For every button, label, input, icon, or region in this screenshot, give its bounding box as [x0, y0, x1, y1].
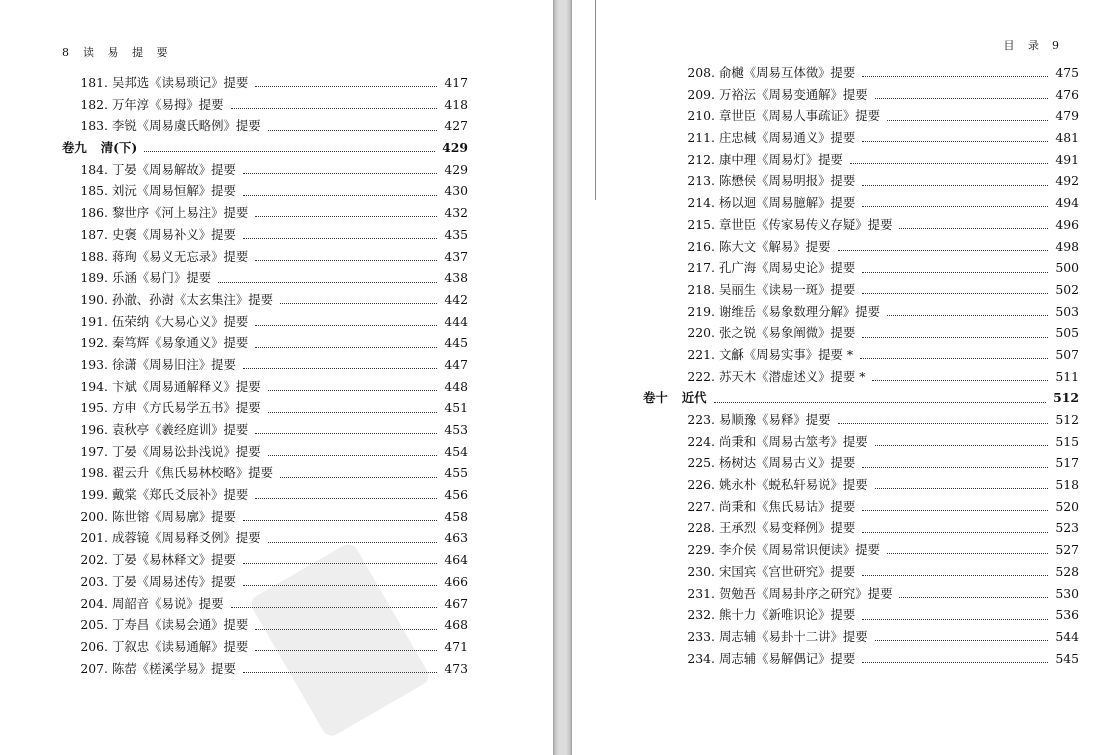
- toc-entry-number: 233.: [687, 628, 715, 644]
- toc-entry-number: 卷十: [643, 390, 668, 406]
- toc-page-number: 511: [1055, 368, 1079, 384]
- toc-page-number: 454: [444, 443, 468, 459]
- toc-page-number: 429: [442, 140, 468, 156]
- dot-leader: [218, 280, 437, 283]
- dot-leader: [887, 313, 1048, 316]
- toc-entry-number: 185.: [80, 183, 108, 199]
- toc-entry: [62, 420, 468, 442]
- toc-page-number: 445: [444, 335, 468, 351]
- toc-entry-title: 史褒《周易补义》提要: [112, 226, 236, 242]
- toc-entry: [669, 193, 1079, 215]
- toc-page-number: 527: [1055, 542, 1079, 558]
- toc-entry: [62, 377, 468, 399]
- toc-entry-title: 乐涵《易门》提要: [112, 270, 212, 286]
- dot-leader: [862, 139, 1048, 142]
- toc-entry-title: 丁晏《周易讼卦浅说》提要: [112, 443, 261, 459]
- toc-page-number: 442: [444, 291, 468, 307]
- toc-entry: [62, 463, 468, 485]
- toc-page-number: 530: [1055, 585, 1079, 601]
- toc-page-number: 515: [1055, 433, 1079, 449]
- toc-entry-title: 孙澈、孙澍《太玄集注》提要: [112, 291, 274, 307]
- dot-leader: [862, 617, 1048, 620]
- toc-entry-title: 秦笃辉《易象通义》提要: [112, 335, 249, 351]
- toc-entry-title: 丁寿昌《读易会通》提要: [112, 617, 249, 633]
- toc-entry: [669, 171, 1079, 193]
- toc-entry-title: 成蓉镜《周易释爻例》提要: [112, 530, 261, 546]
- toc-page-number: 494: [1055, 195, 1079, 211]
- dot-leader: [875, 638, 1049, 641]
- toc-chapter-heading: [62, 138, 468, 160]
- dot-leader: [850, 161, 1048, 164]
- dot-leader: [862, 573, 1048, 576]
- toc-entry-title: 黎世序《河上易注》提要: [112, 205, 249, 221]
- toc-entry-title: 万年淳《易拇》提要: [112, 96, 224, 112]
- toc-entry-title: 张之锐《易象阐微》提要: [719, 325, 856, 341]
- toc-page-number: 479: [1055, 108, 1079, 124]
- toc-entry-title: 孔广海《周易史论》提要: [719, 260, 856, 276]
- toc-page-number: 518: [1055, 477, 1079, 493]
- toc-page-number: 500: [1055, 260, 1079, 276]
- toc-page-number: 536: [1055, 607, 1079, 623]
- toc-entry: [62, 203, 468, 225]
- dot-leader: [862, 508, 1048, 511]
- right-page: [572, 0, 1117, 755]
- dot-leader: [268, 128, 438, 131]
- toc-entry: [669, 605, 1079, 627]
- toc-entry: [669, 85, 1079, 107]
- dot-leader: [243, 236, 437, 239]
- toc-entry: [669, 627, 1079, 649]
- toc-page-number: 502: [1055, 281, 1079, 297]
- toc-entry-title: 近代: [681, 390, 707, 406]
- toc-entry-title: 蒋珣《易义无忘录》提要: [112, 248, 249, 264]
- dot-leader: [875, 486, 1049, 489]
- toc-entry-title: 尚秉和《周易古筮考》提要: [719, 433, 868, 449]
- toc-entry-title: 伍荣纳《大易心义》提要: [112, 313, 249, 329]
- toc-entry: [62, 442, 468, 464]
- toc-entry-title: 王承烈《易变释例》提要: [719, 520, 856, 536]
- toc-page-number: 507: [1055, 346, 1079, 362]
- left-page: [0, 0, 553, 755]
- toc-page-number: 545: [1055, 650, 1079, 666]
- toc-entry-number: 192.: [80, 335, 108, 351]
- dot-leader: [887, 118, 1048, 121]
- toc-page-number: 496: [1055, 216, 1079, 232]
- toc-entry-number: 218.: [687, 281, 715, 297]
- toc-entry-number: 222.: [687, 368, 715, 384]
- toc-entry-number: 215.: [687, 216, 715, 232]
- dot-leader: [838, 421, 1049, 424]
- toc-entry-title: 李锐《周易虞氏略例》提要: [112, 118, 261, 134]
- dot-leader: [862, 660, 1048, 663]
- toc-entry-number: 184.: [80, 161, 108, 177]
- toc-entry: [669, 649, 1079, 671]
- section-title: 目 录: [1003, 39, 1044, 52]
- page-number: 9: [1052, 39, 1059, 52]
- toc-entry-number: 231.: [687, 585, 715, 601]
- toc-entry-title: 杨以迴《周易臆解》提要: [719, 195, 856, 211]
- toc-entry-number: 183.: [80, 118, 108, 134]
- dot-leader: [714, 400, 1047, 403]
- toc-entry: [669, 323, 1079, 345]
- toc-page-number: 458: [444, 508, 468, 524]
- dot-leader: [872, 378, 1048, 381]
- toc-page-number: 505: [1055, 325, 1079, 341]
- toc-entry-number: 227.: [687, 498, 715, 514]
- toc-page-number: 520: [1055, 498, 1079, 514]
- toc-entry-number: 198.: [80, 465, 108, 481]
- toc-entry-number: 201.: [80, 530, 108, 546]
- toc-page-number: 444: [444, 313, 468, 329]
- toc-entry-title: 谢维岳《易象数理分解》提要: [719, 303, 881, 319]
- dot-leader: [862, 74, 1048, 77]
- toc-page-number: 528: [1055, 563, 1079, 579]
- toc-page-number: 468: [444, 617, 468, 633]
- toc-entry-number: 188.: [80, 248, 108, 264]
- toc-entry-number: 210.: [687, 108, 715, 124]
- toc-list-right: [643, 63, 1079, 670]
- toc-entry: [62, 355, 468, 377]
- toc-entry-title: 庄忠棫《周易通义》提要: [719, 130, 856, 146]
- toc-entry-title: 章世臣《传家易传义存疑》提要: [719, 216, 893, 232]
- toc-entry-title: 吴邦选《读易琐记》提要: [112, 75, 249, 90]
- toc-entry-number: 186.: [80, 205, 108, 221]
- toc-entry-title: 丁晏《易林释文》提要: [112, 552, 236, 568]
- book-title: 读 易 提 要: [83, 46, 173, 59]
- toc-page-number: 491: [1055, 151, 1079, 167]
- toc-entry-number: 223.: [687, 412, 715, 427]
- toc-entry-number: 202.: [80, 552, 108, 568]
- toc-entry-title: 清(下): [100, 140, 138, 156]
- toc-entry: [669, 453, 1079, 475]
- toc-page-number: 418: [444, 96, 468, 112]
- toc-entry: [669, 345, 1079, 367]
- toc-entry-title: 周志辅《易卦十二讲》提要: [719, 628, 868, 644]
- toc-entry-title: 贺勉吾《周易卦序之研究》提要: [719, 585, 893, 601]
- running-header-left: [62, 44, 173, 60]
- toc-entry-number: 190.: [80, 291, 108, 307]
- dot-leader: [862, 465, 1048, 468]
- toc-entry-title: 文龢《周易实事》提要 *: [719, 346, 854, 362]
- toc-page-number: 430: [444, 183, 468, 199]
- toc-entry-title: 丁晏《周易述传》提要: [112, 573, 236, 589]
- toc-entry-title: 章世臣《周易人事疏证》提要: [719, 108, 881, 124]
- toc-page-number: 464: [444, 552, 468, 568]
- toc-entry-number: 182.: [80, 96, 108, 112]
- dot-leader: [875, 96, 1049, 99]
- toc-entry-number: 211.: [687, 130, 715, 146]
- toc-entry: [669, 63, 1079, 85]
- toc-page-number: 447: [444, 356, 468, 372]
- toc-entry-number: 225.: [687, 455, 715, 471]
- toc-entry-number: 224.: [687, 433, 715, 449]
- toc-entry: [669, 518, 1079, 540]
- toc-entry: [669, 475, 1079, 497]
- toc-entry-number: 189.: [80, 270, 108, 286]
- toc-page-number: 503: [1055, 303, 1079, 319]
- toc-entry-title: 万裕沄《周易变通解》提要: [719, 86, 868, 102]
- dot-leader: [243, 518, 437, 521]
- toc-page-number: 512: [1053, 390, 1079, 406]
- toc-entry-number: 199.: [80, 487, 108, 503]
- toc-page-number: 437: [444, 248, 468, 264]
- toc-entry-title: 陈大文《解易》提要: [719, 238, 831, 254]
- dot-leader: [255, 84, 437, 87]
- toc-entry: [62, 312, 468, 334]
- toc-entry-title: 苏天木《潜虚述义》提要 *: [719, 368, 866, 384]
- toc-entry-title: 陈世镕《周易廓》提要: [112, 508, 236, 524]
- toc-entry: [669, 540, 1079, 562]
- toc-entry-number: 216.: [687, 238, 715, 254]
- toc-entry-number: 234.: [687, 650, 715, 666]
- toc-entry-number: 204.: [80, 595, 108, 611]
- toc-entry: [62, 160, 468, 182]
- toc-page-number: 498: [1055, 238, 1079, 254]
- toc-entry-number: 203.: [80, 573, 108, 589]
- toc-entry-number: 187.: [80, 226, 108, 242]
- toc-entry-number: 219.: [687, 303, 715, 319]
- page-gutter: [553, 0, 572, 755]
- toc-entry-number: 220.: [687, 325, 715, 341]
- dot-leader: [899, 595, 1048, 598]
- toc-entry: [62, 95, 468, 117]
- toc-page-number: 512: [1055, 412, 1079, 427]
- toc-entry-number: 191.: [80, 313, 108, 329]
- toc-entry: [62, 528, 468, 550]
- toc-entry-number: 228.: [687, 520, 715, 536]
- toc-page-number: 471: [444, 638, 468, 654]
- toc-entry-number: 208.: [687, 65, 715, 80]
- toc-entry-number: 卷九: [62, 140, 87, 156]
- toc-entry-number: 221.: [687, 346, 715, 362]
- toc-entry-title: 陈懋侯《周易明报》提要: [719, 173, 856, 189]
- dot-leader: [838, 248, 1049, 251]
- toc-entry-number: 197.: [80, 443, 108, 459]
- toc-entry: [669, 150, 1079, 172]
- toc-page-number: 417: [444, 75, 468, 90]
- toc-entry-number: 206.: [80, 638, 108, 654]
- dot-leader: [862, 183, 1048, 186]
- toc-entry-title: 卞斌《周易通解释义》提要: [112, 378, 261, 394]
- toc-page-number: 427: [444, 118, 468, 134]
- toc-page-number: 435: [444, 226, 468, 242]
- toc-entry: [669, 497, 1079, 519]
- dot-leader: [255, 323, 437, 326]
- toc-page-number: 456: [444, 487, 468, 503]
- page-number: 8: [62, 46, 69, 59]
- toc-entry: [62, 247, 468, 269]
- toc-entry-title: 康中理《周易灯》提要: [719, 151, 843, 167]
- dot-leader: [243, 366, 437, 369]
- dot-leader: [860, 356, 1048, 359]
- toc-entry: [669, 584, 1079, 606]
- dot-leader: [268, 388, 438, 391]
- toc-entry-number: 213.: [687, 173, 715, 189]
- toc-entry-number: 181.: [80, 75, 108, 90]
- toc-entry-number: 212.: [687, 151, 715, 167]
- toc-entry-number: 195.: [80, 400, 108, 416]
- toc-page-number: 451: [444, 400, 468, 416]
- toc-entry-number: 209.: [687, 86, 715, 102]
- toc-entry-title: 杨树达《周易古义》提要: [719, 455, 856, 471]
- dot-leader: [243, 171, 437, 174]
- dot-leader: [255, 345, 437, 348]
- toc-page-number: 438: [444, 270, 468, 286]
- toc-entry-title: 周志辅《易解偶记》提要: [719, 650, 856, 666]
- toc-entry-number: 200.: [80, 508, 108, 524]
- dot-leader: [255, 258, 437, 261]
- toc-entry-title: 刘沅《周易恒解》提要: [112, 183, 236, 199]
- toc-page-number: 453: [444, 422, 468, 437]
- dot-leader: [144, 149, 435, 152]
- toc-entry-title: 熊十力《新唯识论》提要: [719, 607, 856, 623]
- toc-entry: [669, 237, 1079, 259]
- toc-entry-number: 232.: [687, 607, 715, 623]
- toc-entry-number: 196.: [80, 422, 108, 437]
- toc-chapter-heading: [643, 388, 1079, 410]
- toc-entry: [62, 333, 468, 355]
- toc-entry-title: 李介侯《周易常识便读》提要: [719, 542, 881, 558]
- dot-leader: [862, 530, 1048, 533]
- toc-page-number: 463: [444, 530, 468, 546]
- toc-page-number: 476: [1055, 86, 1079, 102]
- toc-entry-title: 翟云升《焦氏易林校略》提要: [112, 465, 274, 481]
- toc-entry-title: 俞樾《周易互体徵》提要: [719, 65, 856, 80]
- toc-entry-title: 戴棠《郑氏爻辰补》提要: [112, 487, 249, 503]
- toc-entry: [62, 181, 468, 203]
- toc-entry-title: 徐潇《周易旧注》提要: [112, 356, 236, 372]
- toc-entry: [62, 550, 468, 572]
- toc-entry-title: 吴丽生《读易一斑》提要: [719, 281, 856, 297]
- toc-entry: [62, 268, 468, 290]
- toc-entry: [62, 507, 468, 529]
- toc-entry: [62, 485, 468, 507]
- toc-page-number: 517: [1055, 455, 1079, 471]
- toc-entry: [62, 73, 468, 95]
- toc-page-number: 475: [1055, 65, 1079, 80]
- toc-entry-title: 易顺豫《易释》提要: [719, 412, 831, 427]
- dot-leader: [862, 291, 1048, 294]
- toc-page-number: 466: [444, 573, 468, 589]
- toc-entry-number: 194.: [80, 378, 108, 394]
- dot-leader: [231, 106, 438, 109]
- toc-entry: [669, 215, 1079, 237]
- toc-entry: [669, 106, 1079, 128]
- toc-entry-title: 姚永朴《蜕私轩易说》提要: [719, 477, 868, 493]
- toc-entry-title: 周韶音《易说》提要: [112, 595, 224, 611]
- toc-entry: [62, 290, 468, 312]
- toc-page-number: 523: [1055, 520, 1079, 536]
- toc-entry-title: 宋国宾《宫世研究》提要: [719, 563, 856, 579]
- toc-entry: [669, 302, 1079, 324]
- toc-entry-number: 214.: [687, 195, 715, 211]
- toc-entry: [669, 410, 1079, 432]
- toc-entry-number: 230.: [687, 563, 715, 579]
- dot-leader: [255, 431, 437, 434]
- toc-entry: [669, 562, 1079, 584]
- dot-leader: [899, 226, 1048, 229]
- toc-entry: [669, 432, 1079, 454]
- toc-entry-number: 217.: [687, 260, 715, 276]
- toc-entry: [62, 225, 468, 247]
- toc-page-number: 467: [444, 595, 468, 611]
- toc-entry: [62, 116, 468, 138]
- dot-leader: [887, 551, 1048, 554]
- toc-page-number: 481: [1055, 130, 1079, 146]
- toc-entry-title: 方申《方氏易学五书》提要: [112, 400, 261, 416]
- toc-entry-title: 丁晏《周易解故》提要: [112, 161, 236, 177]
- toc-page-number: 448: [444, 378, 468, 394]
- toc-entry-number: 207.: [80, 660, 108, 676]
- toc-page-number: 455: [444, 465, 468, 481]
- dot-leader: [280, 475, 437, 478]
- toc-entry-number: 205.: [80, 617, 108, 633]
- toc-page-number: 544: [1055, 628, 1079, 644]
- running-header-right: [1004, 37, 1060, 53]
- dot-leader: [255, 214, 437, 217]
- toc-page-number: 492: [1055, 173, 1079, 189]
- dot-leader: [268, 410, 438, 413]
- toc-list-left: [62, 73, 468, 680]
- dot-leader: [280, 301, 437, 304]
- toc-entry: [669, 258, 1079, 280]
- toc-entry-title: 尚秉和《焦氏易诂》提要: [719, 498, 856, 514]
- toc-entry: [669, 128, 1079, 150]
- toc-entry-title: 袁秋亭《羲经庭训》提要: [112, 422, 249, 437]
- scan-artifact-line: [595, 0, 596, 200]
- toc-entry-title: 丁叙忠《读易通解》提要: [112, 638, 249, 654]
- toc-entry: [669, 280, 1079, 302]
- dot-leader: [862, 204, 1048, 207]
- dot-leader: [268, 453, 438, 456]
- dot-leader: [255, 496, 437, 499]
- dot-leader: [862, 270, 1048, 273]
- toc-page-number: 473: [444, 660, 468, 676]
- toc-entry: [669, 367, 1079, 389]
- dot-leader: [243, 193, 437, 196]
- toc-entry-number: 193.: [80, 356, 108, 372]
- toc-page-number: 429: [444, 161, 468, 177]
- toc-page-number: 432: [444, 205, 468, 221]
- dot-leader: [875, 443, 1049, 446]
- dot-leader: [862, 335, 1048, 338]
- toc-entry: [62, 398, 468, 420]
- toc-entry-title: 陈䓨《槎溪学易》提要: [112, 660, 236, 676]
- dot-leader: [268, 540, 438, 543]
- toc-entry-number: 229.: [687, 542, 715, 558]
- toc-entry-number: 226.: [687, 477, 715, 493]
